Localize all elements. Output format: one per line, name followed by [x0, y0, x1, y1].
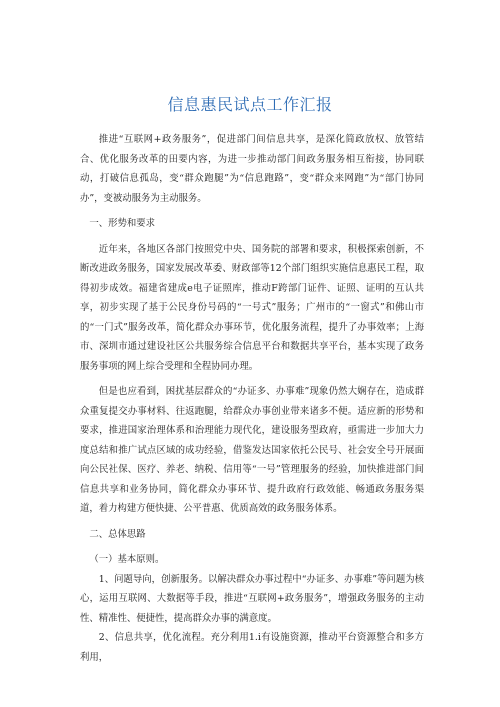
section-heading-1: 一、形势和要求	[89, 218, 156, 229]
document-title: 信息惠民试点工作汇报	[167, 95, 333, 114]
principle-2: 2、信息共享，优化流程。充分利用1.i有设施资源，推动平台资源整合和多方利用，	[80, 632, 424, 663]
document-body	[80, 130, 424, 667]
subsection-heading-1: （一）基本原则。	[89, 554, 165, 565]
paragraph-situation: 近年来，各地区各部门按照党中央、国务院的部署和要求，积极探索创新，不断改进政务服务，国家发展改革委、财政部等12个部门组织实施信息惠民工程，取得初步成效。福建省建成e电子证照库，推动F跨部门证件、证照、证明的互认共享，初步实现了基于公民身份号码的“一号式”服务；广州市的“一窗式”和佛山市的“一门式”服务改革，简化群众办事环节，优化服务流程，提升了办事效率；上海市、深圳市通过建设社区公共服务综合信息平台和数据共享平台，基本实现了政务服务事项的网上综合受理和全程协同办理。	[80, 243, 424, 372]
section-heading-2: 二、总体思路	[89, 528, 146, 540]
paragraph-challenges: 但是也应看到，困扰基层群众的“办证多、办事难”现象仍然大娴存在，造成群众重复提交办事材料、往返跑腿，给群众办事创业带来诸多不便。适应新的形势和要求，推进国家治理体系和治理能力现代化，建设服务型政府，亟需进一步加大力度总结和推广试点区域的成功经验，借鉴发达国家依托公民号、社会安全号开展面向公民社保、医疗、养老、纳税、信用等“一号”管理服务的经验，加快推进部门间信息共享和业务协同，简化群众办事环节、提升政府行政效能、畅通政务服务渠道，着力构建方便快捷、公平普惠、优质高效的政务服务体系。	[80, 386, 424, 514]
paragraph-intro: 推进“互联网+政务服务”，促进部门间信息共享，是深化简政放权、放管结合、优化服务改革的田要内容，为进一步推动部门间政务服务相互衔接，协同联动，打破信息孤岛，变“群众跑腿”为“信息跑路”，变“群众来网跑”为“部门协同办”，变被动服务为主动服务。	[80, 134, 424, 204]
principle-1: 1、问题导向，创新服务。以解决群众办事过程中“办证多、办事难”等问题为核心，运用互联网、大数据等手段，推进“互联网+政务服务”，增强政务服务的主动性、精准性、便捷性，提高群众办事的满意度。	[80, 573, 424, 624]
